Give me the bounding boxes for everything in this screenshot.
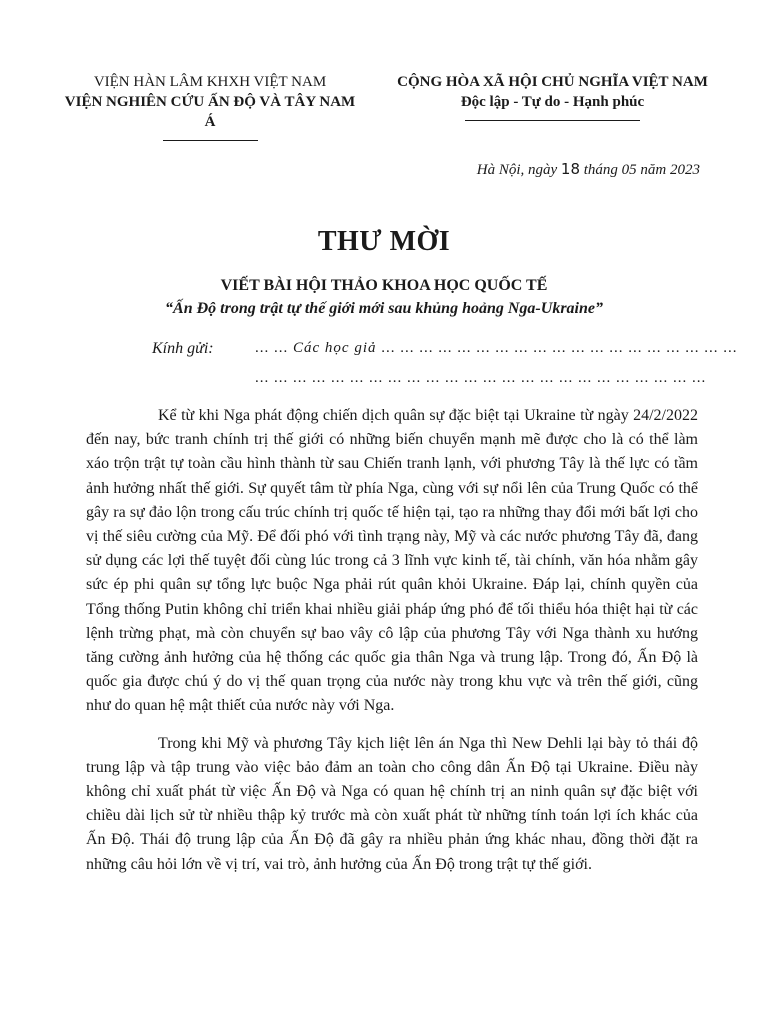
national-title: CỘNG HÒA XÃ HỘI CHỦ NGHĨA VIỆT NAM [397, 74, 708, 90]
recipient-name: Các học giả [293, 340, 377, 356]
academy-name: VIỆN HÀN LÂM KHXH VIỆT NAM [93, 74, 327, 90]
national-motto: Độc lập - Tự do - Hạnh phúc [460, 94, 645, 110]
date-suffix: tháng 05 năm 2023 [583, 162, 700, 178]
document-title: THƯ MỜI [317, 226, 451, 257]
date-prefix: Hà Nội, ngày [476, 162, 558, 178]
letter-body [86, 404, 698, 890]
date-day: 18 [560, 160, 580, 178]
recipient-dots-before: ... ... [255, 340, 293, 356]
subtitle-line-1: VIẾT BÀI HỘI THẢO KHOA HỌC QUỐC TẾ [220, 277, 548, 294]
subtitle-line-2: “Ấn Độ trong trật tự thế giới mới sau khủng hoảng Nga-Ukraine” [165, 300, 603, 317]
institute-name: VIỆN NGHIÊN CỨU ẤN ĐỘ VÀ TÂY NAM Á [64, 94, 356, 130]
paragraph-1: Kể từ khi Nga phát động chiến dịch quân sự đặc biệt tại Ukraine từ ngày 24/2/2022 đến nay, bức tranh chính trị thế giới có những biến chuyển mạnh mẽ được cho là có thể làm xáo trộn trật tự toàn cầu hình thành từ sau Chiến tranh lạnh, với phương Tây là thế lực có tầm ảnh hưởng nhất thế giới. Sự quyết tâm từ phía Nga, cùng với sự nổi lên của Trung Quốc có thể gây ra sự đảo lộn trong cấu trúc chính trị quốc tế hiện tại, tạo ra những thay đổi mới bất lợi cho vị thế siêu cường của Mỹ. Để đối phó với tình trạng này, Mỹ và các nước phương Tây đã, đang sử dụng các lợi thế tuyệt đối cùng lúc trong cả 3 lĩnh vực kinh tế, tài chính, văn hóa nhằm gây sức ép phi quân sự tổng lực buộc Nga phải rút quân khỏi Ukraine. Đáp lại, chính quyền của Tổng thống Putin không chỉ triển khai nhiều giải pháp ứng phó để tối thiểu hóa thiệt hại từ các lệnh trừng phạt, mà còn chuyển sự bao vây cô lập của phương Tây với Nga thành xu hướng tăng cường ảnh hưởng của hệ thống các quốc gia thân Nga và trung lập. Trong đó, Ấn Độ là quốc gia được chú ý do vị thế quan trọng của nước này trong khu vực và trên thế giới, cũng như do quan hệ mật thiết của nước này với Nga. [86, 407, 698, 715]
recipient-dots-after: ... ... ... ... ... ... ... ... ... ... ... ... ... ... ... ... ... ... ... [376, 340, 738, 356]
paragraph-2: Trong khi Mỹ và phương Tây kịch liệt lên án Nga thì New Dehli lại bày tỏ thái độ trung lập và tập trung vào việc bảo đảm an toàn cho công dân Ấn Độ tại Ukraine. Điều này không chỉ xuất phát từ việc Ấn Độ và Nga có quan hệ chính trị an ninh quân sự đặc biệt với chiều dài lịch sử từ nhiều thập kỷ trước mà còn xuất phát từ những tính toán lợi ích khác của Ấn Độ. Thái độ trung lập của Ấn Độ đã gây ra nhiều phản ứng khác nhau, đồng thời đặt ra những câu hỏi lớn về vị trí, vai trò, ảnh hưởng của Ấn Độ trong trật tự thế giới. [86, 734, 698, 873]
header-left [60, 72, 360, 141]
recipient-line-2: ... ... ... ... ... ... ... ... ... ... ... ... ... ... ... ... ... ... ... ... ... ... ... ... [255, 370, 707, 386]
recipient-line-1 [255, 340, 738, 357]
header-right [380, 72, 725, 121]
header-left-rule [163, 140, 258, 141]
header-right-rule [465, 120, 640, 121]
document-date [477, 160, 700, 179]
recipient-label: Kính gửi: [152, 340, 214, 357]
document-subtitle [0, 274, 768, 320]
